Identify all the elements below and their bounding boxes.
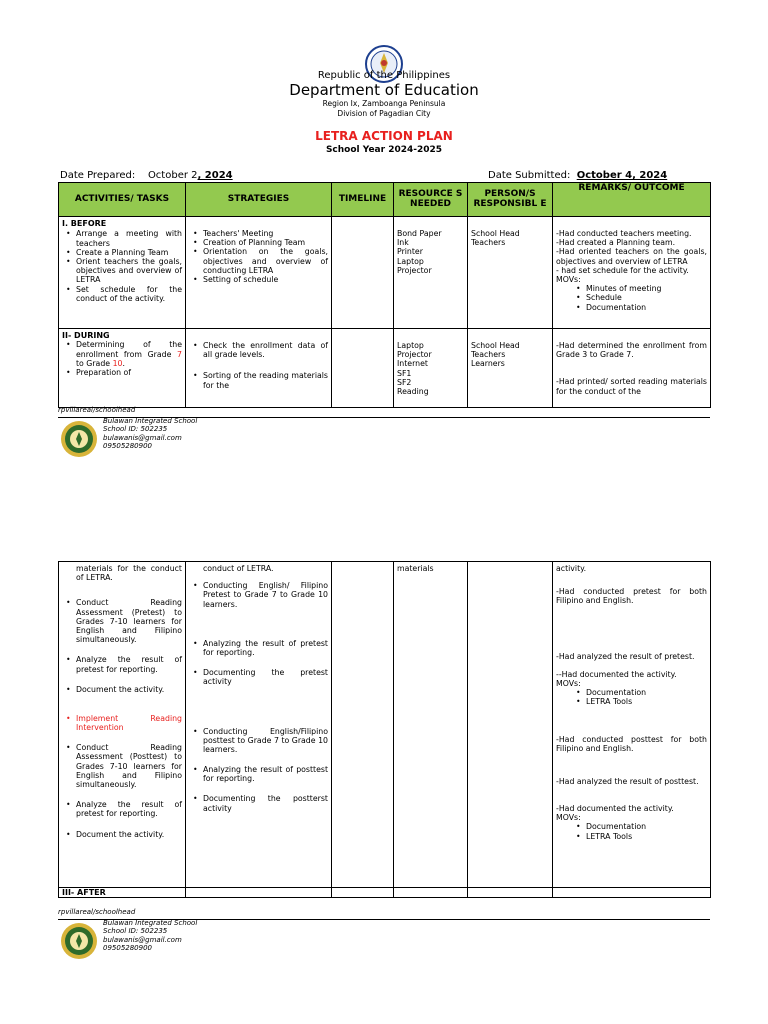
header-persons: PERSON/S RESPONSIBL E xyxy=(468,183,553,217)
continued-persons-cell xyxy=(468,562,553,888)
continued-resources-cell xyxy=(394,562,468,888)
list-item: • Analyze the result of pretest for reporting. xyxy=(76,655,182,673)
during-resources-cell xyxy=(394,329,468,408)
after-persons-cell xyxy=(468,888,553,898)
list-item: • Create a Planning Team xyxy=(76,248,182,257)
list-item: SF2 xyxy=(397,377,412,387)
list-item: • Analyzing the result of posttest for reporting. xyxy=(203,765,328,783)
list-item-continued: conduct of LETRA. xyxy=(203,564,274,573)
list-item: • Documenting the postterst activity xyxy=(203,794,328,812)
school-info xyxy=(103,919,197,953)
school-phone: 09505280900 xyxy=(103,442,152,451)
list-item: -Had conducted pretest for both Filipino and English. xyxy=(556,587,707,606)
list-item: • Documentation xyxy=(586,688,707,697)
list-item-intervention: • Implement Reading Intervention xyxy=(76,714,182,732)
page-footer-2 xyxy=(58,908,710,964)
list-item: -Had oriented teachers on the goals, objectives and overview of LETRA xyxy=(556,247,707,266)
school-id: School ID: 502235 xyxy=(103,927,168,936)
continued-strategies-cell xyxy=(186,562,332,888)
list-item: • Preparation of xyxy=(76,368,182,377)
list-item: • Document the activity. xyxy=(76,830,182,839)
list-item: • Teachers' Meeting xyxy=(203,229,328,238)
signature-tag: rpvillareal/schoolhead xyxy=(58,406,136,414)
list-item: Reading xyxy=(397,386,429,396)
list-item: School Head xyxy=(471,229,520,238)
list-item: • Minutes of meeting xyxy=(586,284,707,293)
list-item: --Had documented the activity. xyxy=(556,669,677,679)
continued-remarks-cell xyxy=(553,562,711,888)
list-item: Internet xyxy=(397,359,428,369)
list-item: • Document the activity. xyxy=(76,685,182,694)
list-item: • LETRA Tools xyxy=(586,832,707,841)
date-submitted-value: October 4, 2024 xyxy=(576,170,668,181)
list-item: • Set schedule for the conduct of the activity. xyxy=(76,285,182,303)
header-resources: RESOURCE S NEEDED xyxy=(394,183,468,217)
school-name: Bulawan Integrated School xyxy=(103,919,198,927)
list-item: • Orient teachers the goals, objectives and overview of LETRA xyxy=(76,257,182,285)
movs-label: MOVs: xyxy=(556,678,581,688)
list-item: School Head xyxy=(471,341,520,350)
list-item: -Had documented the activity. xyxy=(556,804,674,814)
date-prepared xyxy=(60,170,233,181)
continued-activities-cell xyxy=(59,562,186,888)
list-item: -Had created a Planning team. xyxy=(556,238,676,248)
list-item: Projector xyxy=(397,265,432,275)
during-persons-cell xyxy=(468,329,553,408)
signature-tag: rpvillareal/schoolhead xyxy=(58,908,136,916)
before-persons-cell xyxy=(468,217,553,329)
during-activities-cell xyxy=(59,329,186,408)
table-header-row xyxy=(59,183,711,217)
before-resources-cell xyxy=(394,217,468,329)
action-plan-table-page1 xyxy=(58,182,711,408)
during-remarks-cell xyxy=(553,329,711,408)
grade-highlight: 10 xyxy=(112,358,123,368)
school-seal-logo xyxy=(60,420,98,458)
school-year: School Year 2024-2025 xyxy=(325,145,443,155)
movs-label: MOVs: xyxy=(556,813,581,823)
division-line: Division of Pagadian City xyxy=(337,109,431,118)
list-item: Learners xyxy=(471,359,505,369)
republic-line: Republic of the Philippines xyxy=(317,70,451,81)
list-item: -Had analyzed the result of pretest. xyxy=(556,651,695,661)
list-item: • Analyze the result of pretest for reporting. xyxy=(76,800,182,818)
header-remarks: REMARKS/ OUTCOME xyxy=(553,183,711,217)
date-prepared-value: October 2 xyxy=(147,170,198,181)
header-activities: ACTIVITIES/ TASKS xyxy=(59,183,186,217)
list-item: • Schedule xyxy=(586,293,707,302)
date-prepared-label: Date Prepared: xyxy=(60,170,136,181)
date-submitted-label: Date Submitted: xyxy=(488,170,571,181)
list-item: • Orientation on the goals, objectives and overview of conducting LETRA xyxy=(203,247,328,275)
list-item: • Conducting English/ Filipino Pretest to Grade 7 to Grade 10 learners. xyxy=(203,581,328,609)
continued-timeline-cell xyxy=(332,562,394,888)
list-item: • Setting of schedule xyxy=(203,275,328,284)
activity-text: Determining of the enrollment from Grade xyxy=(76,340,182,359)
after-remarks-cell xyxy=(553,888,711,898)
school-seal-logo xyxy=(60,922,98,960)
table-row-during xyxy=(59,329,711,408)
activity-text: . xyxy=(122,358,125,368)
list-item: Laptop xyxy=(397,256,424,266)
list-item: Printer xyxy=(397,247,423,257)
after-strategies-cell xyxy=(186,888,332,898)
school-email: bulawanis@gmail.com xyxy=(103,935,182,944)
school-info xyxy=(103,417,197,451)
list-item: • Conduct Reading Assessment (Pretest) to Grades 7-10 learners for English and Filipino simultaneously. xyxy=(76,598,182,644)
list-item: • Sorting of the reading materials for the xyxy=(203,371,328,389)
header-strategies: STRATEGIES xyxy=(186,183,332,217)
list-item: Laptop xyxy=(397,341,424,350)
after-timeline-cell xyxy=(332,888,394,898)
table-row-after xyxy=(59,888,711,898)
after-resources-cell xyxy=(394,888,468,898)
list-item: -Had determined the enrollment from Grade 3 to Grade 7. xyxy=(556,341,707,360)
before-remarks-cell xyxy=(553,217,711,329)
list-item: -Had conducted teachers meeting. xyxy=(556,229,692,238)
action-plan-table-page2 xyxy=(58,561,711,898)
date-prepared-year: , 2024 xyxy=(197,170,233,181)
section-label-during: II- DURING xyxy=(62,331,110,340)
list-item: • Documentation xyxy=(586,303,707,312)
list-item: • Check the enrollment data of all grade levels. xyxy=(203,341,328,359)
list-item: • Documenting the pretest activity xyxy=(203,668,328,686)
before-activities-cell xyxy=(59,217,186,329)
list-item: - had set schedule for the activity. xyxy=(556,265,689,275)
list-item: Teachers xyxy=(471,350,506,360)
list-item: Teachers xyxy=(471,238,506,248)
department-name: Department of Education xyxy=(289,81,479,99)
list-item: • Arrange a meeting with teachers xyxy=(76,229,182,247)
plan-title: LETRA ACTION PLAN xyxy=(315,129,453,143)
school-phone: 09505280900 xyxy=(103,944,152,953)
school-id: School ID: 502235 xyxy=(103,425,168,434)
before-strategies-cell xyxy=(186,217,332,329)
activity-text: to Grade xyxy=(76,358,113,368)
list-item: -Had analyzed the result of posttest. xyxy=(556,776,699,786)
list-item: • Analyzing the result of pretest for reporting. xyxy=(203,639,328,657)
table-row-during-continued xyxy=(59,562,711,888)
list-item: -Had printed/ sorted reading materials for the conduct of the xyxy=(556,377,707,396)
table-row-before xyxy=(59,217,711,329)
list-item: -Had conducted posttest for both Filipino and English. xyxy=(556,734,707,753)
list-item: SF1 xyxy=(397,368,412,378)
list-item: • Conduct Reading Assessment (Posttest) to Grades 7-10 learners for English and Filipino simultaneously. xyxy=(76,743,182,789)
header-timeline: TIMELINE xyxy=(332,183,394,217)
section-label-after: III- AFTER xyxy=(62,888,106,897)
list-item-continued: materials for the conduct of LETRA. xyxy=(76,564,182,583)
list-item: Projector xyxy=(397,350,432,360)
list-item xyxy=(76,340,182,368)
list-item: Ink xyxy=(397,238,409,248)
movs-label: MOVs: xyxy=(556,274,581,284)
list-item: • Documentation xyxy=(586,822,707,831)
list-item: • LETRA Tools xyxy=(586,697,707,706)
section-label-before: I. BEFORE xyxy=(62,219,107,228)
grade-highlight: 7 xyxy=(177,349,182,359)
region-line: Region Ix, Zamboanga Peninsula xyxy=(322,99,446,108)
school-name: Bulawan Integrated School xyxy=(103,417,198,425)
list-item-continued: activity. xyxy=(556,564,587,573)
during-strategies-cell xyxy=(186,329,332,408)
school-email: bulawanis@gmail.com xyxy=(103,433,182,442)
date-submitted xyxy=(488,170,667,181)
list-item: • Creation of Planning Team xyxy=(203,238,328,247)
before-timeline-cell xyxy=(332,217,394,329)
after-activities-cell xyxy=(59,888,186,898)
list-item: Bond Paper xyxy=(397,229,442,238)
during-timeline-cell xyxy=(332,329,394,408)
list-item: • Conducting English/Filipino posttest to Grade 7 to Grade 10 learners. xyxy=(203,727,328,755)
list-item-continued: materials xyxy=(397,564,434,573)
page-footer-1 xyxy=(58,406,710,462)
